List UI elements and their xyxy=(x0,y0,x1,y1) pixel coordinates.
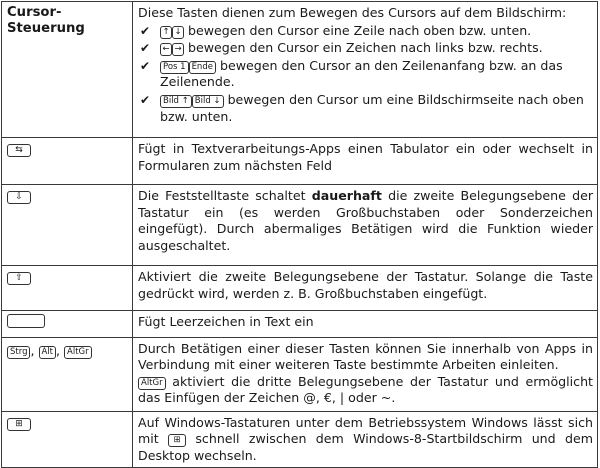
shift-key-icon: ⇧ xyxy=(7,272,31,285)
windows-text-start: Auf Windows-Tastaturen unter dem Betriebssystem Windows lässt sich mit xyxy=(138,414,593,447)
description-cell-capslock xyxy=(133,185,598,266)
key-cell-capslock xyxy=(2,185,133,266)
tab-description: Fügt in Textverarbeitungs-Apps einen Tabulator ein oder wechselt in Formularen zum nächsten Feld xyxy=(138,141,593,173)
check-icon: ✔ xyxy=(140,58,151,73)
arrow-left-key-icon: ← xyxy=(160,43,172,56)
check-icon: ✔ xyxy=(140,41,151,56)
bullet-text: bewegen den Cursor ein Zeichen nach links bzw. rechts. xyxy=(184,40,543,56)
windows-text-end: schnell zwischen dem Windows-8-Startbildschirm und dem Desktop wechseln. xyxy=(138,431,593,463)
bullet-text: bewegen den Cursor um eine Bildschirmseite nach oben bzw. unten. xyxy=(160,91,584,124)
description-cell-tab xyxy=(133,138,598,185)
cursor-control-heading: Cursor-Steuerung xyxy=(7,5,85,36)
table-row xyxy=(2,2,598,138)
description-cell-shift xyxy=(133,266,598,311)
caps-lock-key-icon: ⇩ xyxy=(7,191,31,204)
ctrl-key-icon: Strg xyxy=(7,346,30,359)
altgr-key-icon: AltGr xyxy=(64,346,92,359)
capslock-bold-word: dauerhaft xyxy=(311,188,382,203)
arrow-up-key-icon: ↑ xyxy=(160,26,172,39)
list-item xyxy=(138,23,593,40)
description-cell-space xyxy=(133,311,598,338)
check-icon: ✔ xyxy=(140,92,151,107)
altgr-inline-key-icon: AltGr xyxy=(138,377,166,390)
modifiers-description: Durch Betätigen einer dieser Tasten können Sie innerhalb von Apps in Verbindung mit einer weiteren Taste bestimmte Arbeiten einleiten. xyxy=(138,340,593,373)
key-cell-tab xyxy=(2,138,133,185)
key-cell-modifiers: Strg , Alt , AltGr xyxy=(2,337,133,411)
key-cell-space xyxy=(2,311,133,338)
capslock-text-end: die zweite Belegungsebene der Tastatur ein (es werden Großbuchstaben oder Sonderzeichen eingefügt). Durch abermaliges Betätigen wird die Funktion wieder ausgeschaltet. xyxy=(138,188,594,253)
key-cell-cursor xyxy=(2,2,133,138)
cursor-key-list xyxy=(138,23,593,126)
shift-description: Aktiviert die zweite Belegungsebene der Tastatur. Solange die Taste gedrückt wird, werden z. B. Großbuchstaben eingefügt. xyxy=(138,269,593,301)
cursor-intro-text: Diese Tasten dienen zum Bewegen des Cursors auf dem Bildschirm: xyxy=(138,5,567,20)
arrow-right-key-icon: → xyxy=(172,43,184,56)
check-icon: ✔ xyxy=(140,23,151,38)
windows-inline-key-icon: ⊞ xyxy=(168,434,186,447)
key-cell-shift xyxy=(2,266,133,311)
table-row xyxy=(2,337,598,411)
page-up-key-icon: Bild ↑ xyxy=(160,95,192,108)
list-item xyxy=(138,92,593,125)
bullet-text: bewegen den Cursor eine Zeile nach oben bzw. unten. xyxy=(184,22,532,38)
keyboard-keys-table xyxy=(1,1,598,468)
capslock-text-start: Die Feststelltaste schaltet xyxy=(138,188,312,203)
windows-key-icon: ⊞ xyxy=(7,418,31,431)
spacebar-key-icon xyxy=(7,314,45,328)
page-down-key-icon: Bild ↓ xyxy=(192,95,224,108)
tab-key-icon: ⇆ xyxy=(7,144,31,157)
altgr-description: aktiviert die dritte Belegungsebene der Tastatur und ermöglicht das Einfügen der Zeichen @, €, | oder ~. xyxy=(138,373,593,406)
space-description: Fügt Leerzeichen in Text ein xyxy=(138,314,314,329)
list-item xyxy=(138,40,593,57)
table-row xyxy=(2,311,598,338)
pos1-key-icon: Pos 1 xyxy=(160,61,189,74)
bullet-text: bewegen den Cursor an den Zeilenanfang bzw. an das Zeilenende. xyxy=(160,57,563,90)
list-item xyxy=(138,58,593,91)
table-row xyxy=(2,138,598,185)
description-cell-cursor xyxy=(133,2,598,138)
description-cell-modifiers xyxy=(133,337,598,411)
table-row xyxy=(2,266,598,311)
table-row xyxy=(2,411,598,468)
key-cell-windows xyxy=(2,411,133,468)
description-cell-windows xyxy=(133,411,598,468)
arrow-down-key-icon: ↓ xyxy=(172,26,184,39)
alt-key-icon: Alt xyxy=(39,346,57,359)
table-row xyxy=(2,185,598,266)
end-key-icon: Ende xyxy=(189,61,216,74)
